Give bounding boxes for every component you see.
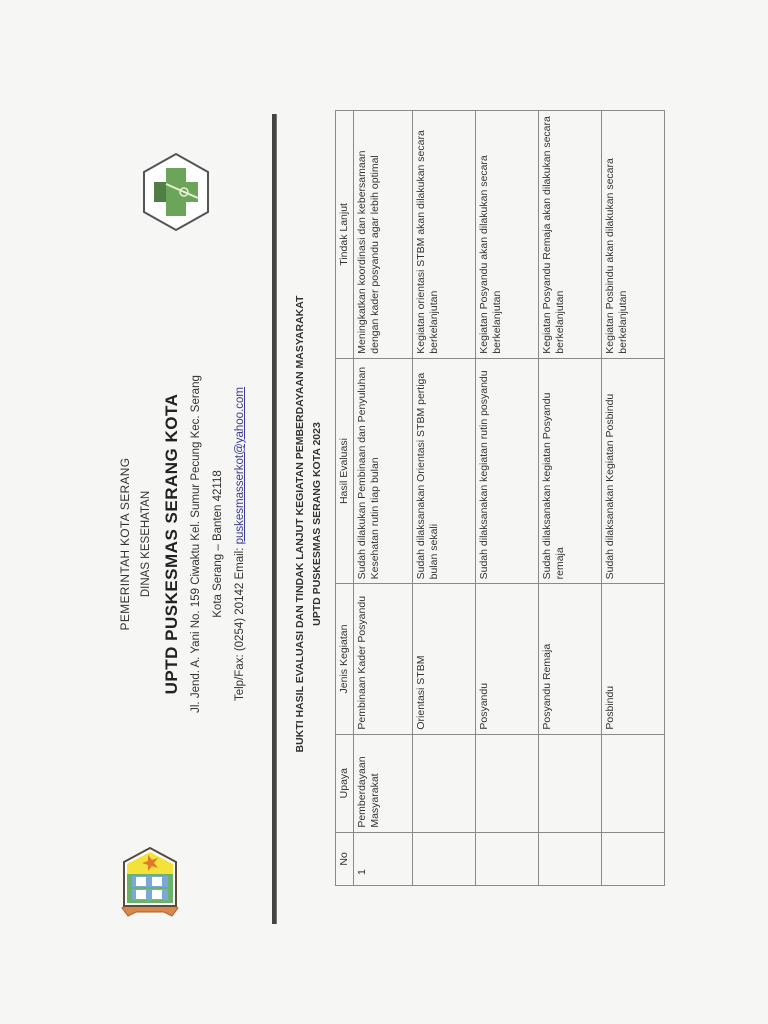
- cell-hasil: Sudah dilaksanakan Kegiatan Posbindu: [602, 358, 665, 584]
- letterhead-text: [118, 264, 256, 824]
- document-title: [292, 124, 326, 924]
- cell-jenis: Pembinaan Kader Posyandu: [354, 584, 413, 734]
- puskesmas-cross-icon: [140, 152, 212, 232]
- cell-no: 1: [354, 832, 413, 885]
- letterhead: [0, 0, 265, 1024]
- letterhead-divider: [272, 114, 277, 924]
- table-row: [539, 111, 602, 886]
- cell-upaya: [602, 734, 665, 832]
- cell-tindak: Meningkatkan koordinasi dan kebersamaan dengan kader posyandu agar lebih optimal: [354, 111, 413, 359]
- col-header-tindak-lanjut: Tindak Lanjut: [336, 111, 354, 359]
- institution-name: UPTD PUSKESMAS SERANG KOTA: [162, 393, 181, 695]
- col-header-upaya: Upaya: [336, 734, 354, 832]
- cell-tindak: Kegiatan Posyandu akan dilakukan secara berkelanjutan: [476, 111, 539, 359]
- cell-jenis: Posyandu Remaja: [539, 584, 602, 734]
- table-row: [602, 111, 665, 886]
- cell-upaya: Pemberdayaan Masyarakat: [354, 734, 413, 832]
- cell-tindak: Kegiatan orientasi STBM akan dilakukan secara berkelanjutan: [413, 111, 476, 359]
- col-header-jenis-kegiatan: Jenis Kegiatan: [336, 584, 354, 734]
- table-header-row: [336, 111, 354, 886]
- cell-upaya: [476, 734, 539, 832]
- department-name: DINAS KESEHATAN: [140, 490, 152, 598]
- cell-no: [539, 832, 602, 885]
- cell-jenis: Orientasi STBM: [413, 584, 476, 734]
- cell-no: [413, 832, 476, 885]
- email-link[interactable]: puskesmasserkot@yahoo.com: [234, 387, 246, 545]
- title-line-1: BUKTI HASIL EVALUASI DAN TINDAK LANJUT KEGIATAN PEMBERDAYAAN MASYARAKAT: [294, 295, 306, 753]
- cell-tindak: Kegiatan Posyandu Remaja akan dilakukan secara berkelanjutan: [539, 111, 602, 359]
- cell-hasil: Sudah dilaksanakan kegiatan rutin posyandu: [476, 358, 539, 584]
- cell-upaya: [539, 734, 602, 832]
- table-row: [413, 111, 476, 886]
- col-header-hasil-evaluasi: Hasil Evaluasi: [336, 358, 354, 584]
- col-header-no: No: [336, 832, 354, 885]
- cell-jenis: Posyandu: [476, 584, 539, 734]
- cell-upaya: [413, 734, 476, 832]
- cell-hasil: Sudah dilaksanakan Orientasi STBM pertiga bulan sekali: [413, 358, 476, 584]
- cell-hasil: Sudah dilakukan Pembinaan dan Penyuluhan Kesehatan rutin tiap bulan: [354, 358, 413, 584]
- cell-jenis: Posbindu: [602, 584, 665, 734]
- cell-tindak: Kegiatan Posbindu akan dilakukan secara berkelanjutan: [602, 111, 665, 359]
- address-line: Jl. Jend. A. Yani No. 159 Ciwaktu Kel. Sumur Pecung Kec. Serang: [190, 375, 202, 713]
- table-row: [476, 111, 539, 886]
- title-line-2: UPTD PUSKESMAS SERANG KOTA 2023: [311, 422, 323, 626]
- contact-line: [234, 264, 256, 824]
- city-line: Kota Serang – Banten 42118: [212, 470, 224, 618]
- table-row: [354, 111, 413, 886]
- government-name: PEMERINTAH KOTA SERANG: [118, 457, 132, 631]
- phone-label: Telp/Fax: (0254) 20142 Email:: [234, 544, 246, 702]
- cell-hasil: Sudah dilaksanakan kegiatan Posyandu remaja: [539, 358, 602, 584]
- cell-no: [476, 832, 539, 885]
- evaluation-table: [335, 110, 665, 886]
- cell-no: [602, 832, 665, 885]
- kota-serang-crest-icon: [118, 844, 182, 922]
